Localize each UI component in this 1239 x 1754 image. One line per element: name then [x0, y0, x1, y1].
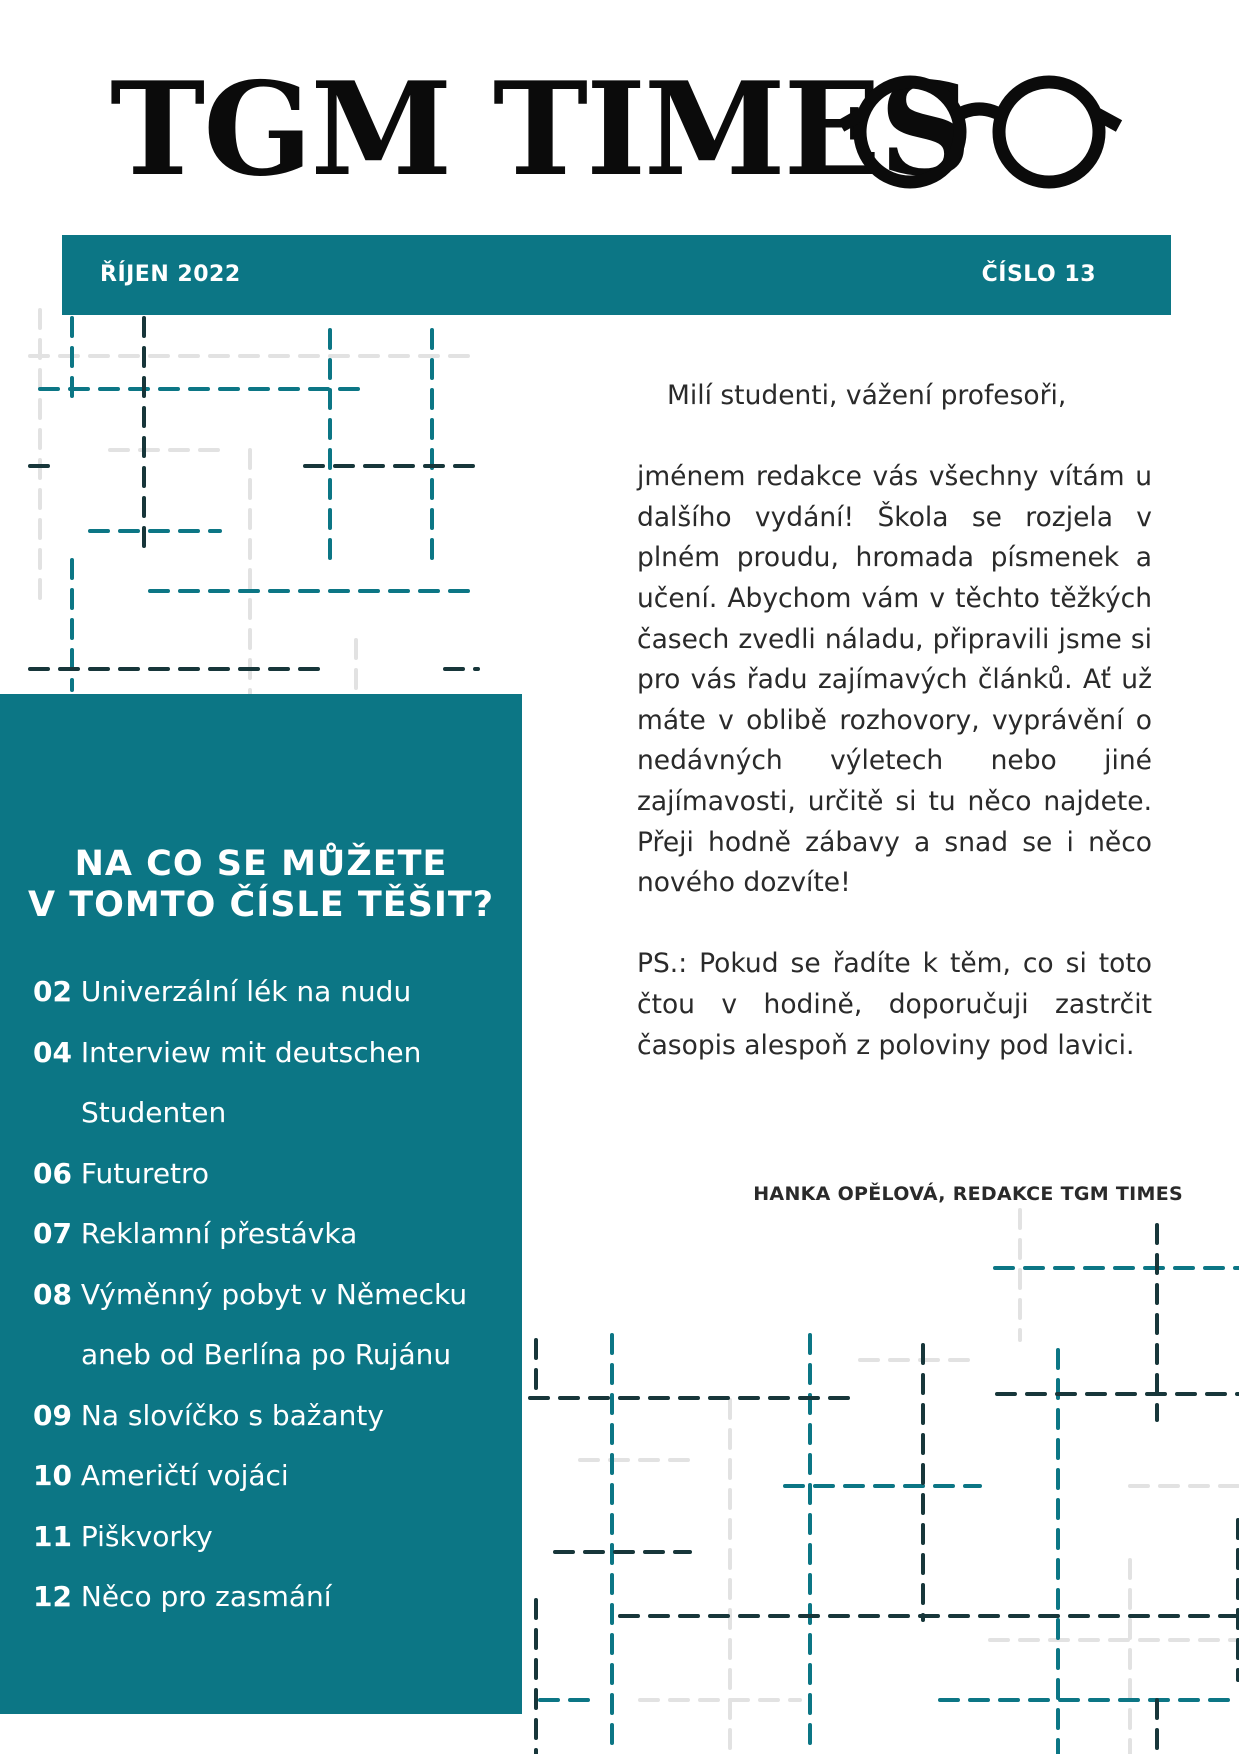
toc-page-number: 12 [33, 1580, 72, 1613]
toc-title: Něco pro zasmání [80, 1580, 332, 1613]
issue-date-bar [62, 235, 1171, 315]
masthead-title: TGM TIMES [110, 55, 970, 205]
toc-item[interactable] [33, 962, 513, 1023]
toc-heading-line: V TOMTO ČÍSLE TĚŠIT? [27, 885, 495, 925]
toc-title: Piškvorky [80, 1519, 213, 1553]
toc-page-number: 11 [33, 1519, 72, 1553]
toc-title: Američtí vojáci [80, 1459, 289, 1492]
editorial-letter [637, 376, 1152, 1066]
toc-page-number: 10 [33, 1459, 72, 1492]
toc-item[interactable] [33, 1204, 513, 1265]
toc-title-continued: aneb od Berlína po Rujánu [81, 1338, 452, 1371]
toc-heading [0, 844, 522, 926]
toc-page-number: 02 [33, 975, 72, 1008]
toc-title-continued: Studenten [81, 1096, 227, 1129]
toc-item[interactable] [33, 1507, 513, 1568]
letter-body: jménem redakce vás všechny vítám u dalšího vydání! Škola se rozjela v plném proudu, hromada písmenek a učení. Abychom vám v těchto těžkých časech zvedli náladu, připravili jsme si pro vás řadu zajímavých článků. Ať už máte v oblibě rozhovory, vyprávění o nedávných výletech nebo jiné zajímavosti, určitě si tu něco najdete. Přeji hodně zábavy a snad se i něco nového dozvíte! [637, 461, 1152, 899]
table-of-contents [0, 694, 522, 1714]
issue-number: ČÍSLO 13 [981, 262, 1096, 287]
toc-title: Interview mit deutschen [80, 1035, 422, 1069]
toc-title: Výměnný pobyt v Německu [80, 1277, 468, 1311]
letter-greeting: Milí studenti, vážení profesoři, [667, 380, 1067, 411]
masthead [110, 55, 1130, 205]
toc-item[interactable] [33, 1567, 513, 1628]
toc-heading-line: NA CO SE MŮŽETE [74, 844, 448, 884]
letter-postscript: PS.: Pokud se řadíte k těm, co si toto čtou v hodině, doporučuji zastrčit časopis alespoň z poloviny pod lavici. [637, 948, 1152, 1061]
toc-page-number: 07 [33, 1217, 72, 1250]
letter-signature: HANKA OPĚLOVÁ, REDAKCE TGM TIMES [753, 1183, 1183, 1205]
toc-item[interactable] [33, 1386, 513, 1447]
toc-page-number: 04 [33, 1035, 72, 1069]
toc-title: Univerzální lék na nudu [80, 975, 412, 1008]
toc-item[interactable] [33, 1265, 513, 1386]
toc-item[interactable] [33, 1144, 513, 1205]
toc-title: Reklamní přestávka [80, 1217, 358, 1250]
toc-page-number: 08 [33, 1277, 72, 1311]
toc-list [33, 962, 513, 1628]
toc-item[interactable] [33, 1023, 513, 1144]
issue-date: ŘÍJEN 2022 [100, 262, 241, 287]
toc-title: Futuretro [80, 1156, 210, 1190]
toc-title: Na slovíčko s bažanty [80, 1398, 384, 1432]
toc-page-number: 09 [33, 1398, 72, 1432]
toc-page-number: 06 [33, 1156, 72, 1190]
round-glasses-icon [835, 70, 1125, 195]
toc-item[interactable] [33, 1446, 513, 1507]
